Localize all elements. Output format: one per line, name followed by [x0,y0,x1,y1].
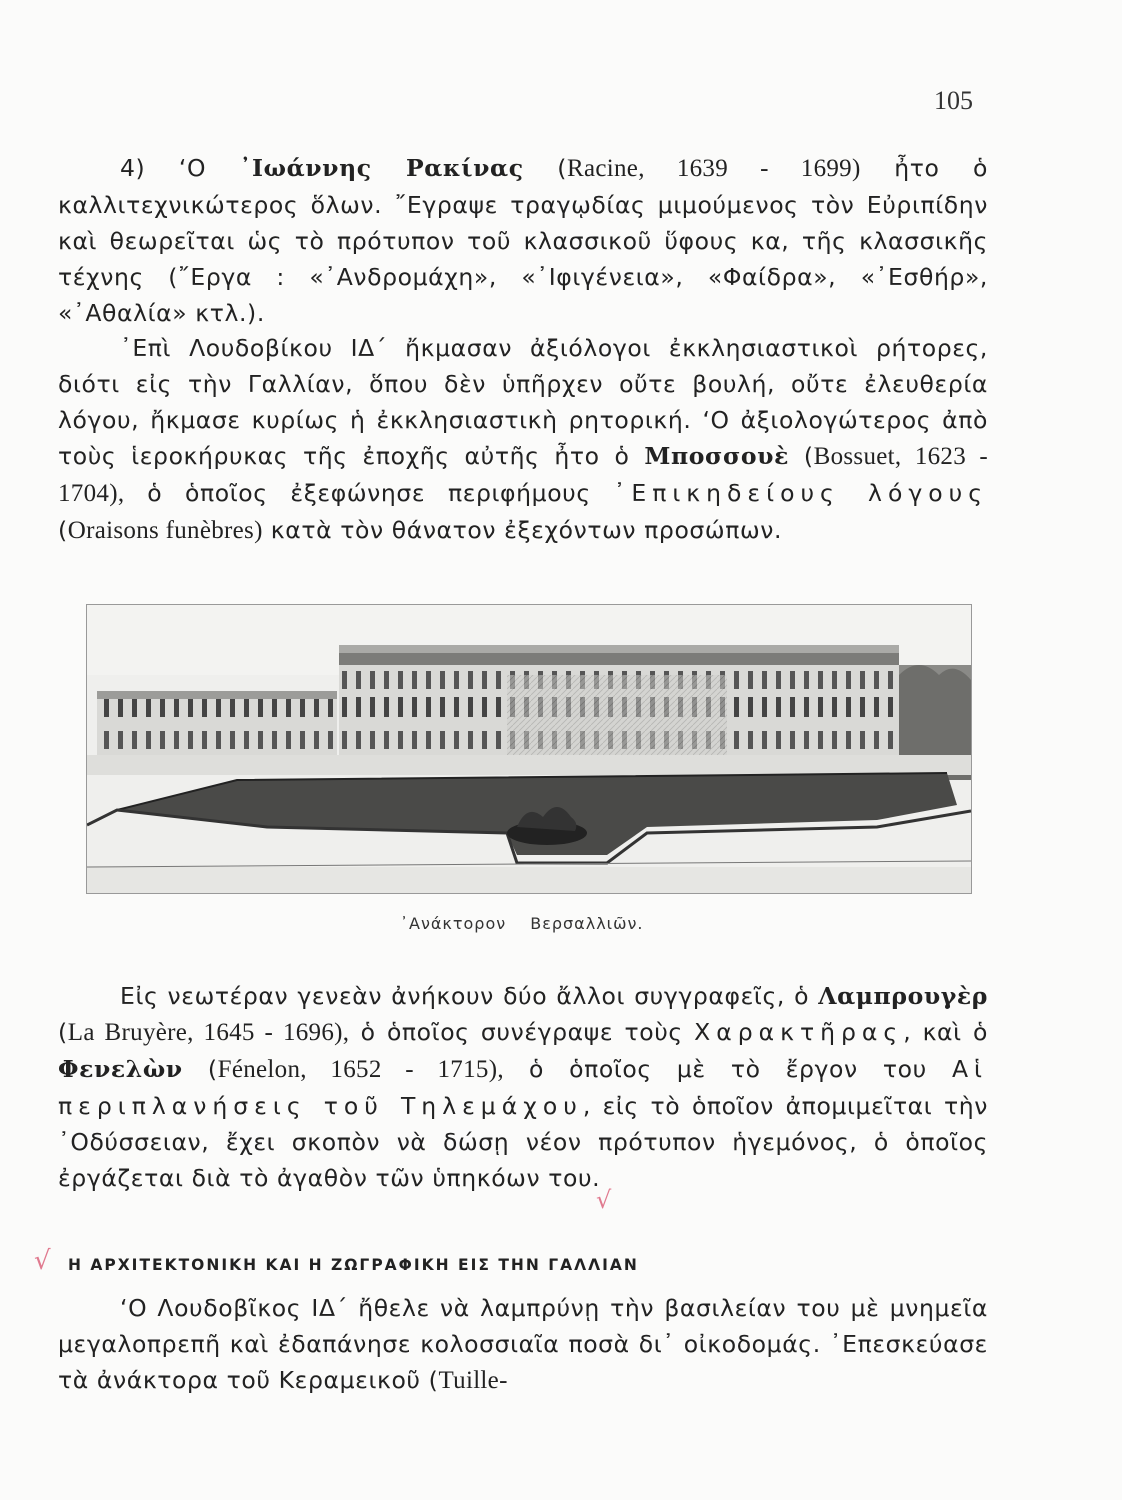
latin-name-fenelon: Fénelon, 1652 - 1715), [217,1056,504,1083]
versailles-illustration [87,605,971,893]
page-number: 105 [934,86,973,115]
paragraph-racine [58,150,988,331]
text: ‘Ο Λουδοβῖκος ΙΔ´ ἤθελε νὰ λαμπρύνῃ τὴν βασιλείαν του μὲ μνημεῖα μεγαλοπρεπῆ καὶ ἐδαπάνησε κολοσσιαῖα ποσὰ δι᾿ οἰκοδομάς. ᾿Επεσκεύασε τὰ ἀνάκτορα τοῦ Κεραμεικοῦ ( [58,1294,988,1394]
text: 4) ‘Ο [120,154,240,182]
latin-word-tuileries: Tuille- [438,1367,508,1394]
pencil-heading-tick-mark: √ [34,1246,51,1276]
text: ὁ ὁποῖος ἐξεφώνησε περιφήμους [124,479,614,507]
text: ( [788,442,814,470]
text: ( [58,1018,68,1046]
text: ὁ ὁποῖος συνέγραψε τοὺς [349,1018,695,1046]
text: ἦτο ὁ καλλιτεχνικώτερος ὅλων. ῎Εγραψε τραγῳδίας μιμούμενος τὸν Εὐριπίδην καὶ θεωρεῖται ὡς τὸ πρότυπον τοῦ κλασσικοῦ ὕφους κα, τῆς κλασσικῆς τέχνης (῎Εργα : «᾿Ανδρομάχη», «᾿Ιφιγένεια», «Φαίδρα», «᾿Εσθήρ», «᾿Αθαλία» κτλ.). [58,154,988,327]
text: , καὶ ὁ [903,1018,988,1046]
spaced-title-telemachus: Αἱ περιπλανήσεις τοῦ Τηλεμάχου [58,1055,988,1120]
paragraph-louis-xiv-buildings [58,1290,988,1399]
versailles-photo [86,604,972,894]
latin-name-labruyere: La Bruyère, 1645 - 1696), [67,1019,350,1046]
text: , εἰς τὸ ὁποῖον ἀπομιμεῖται τὴν ᾿Οδύσσειαν, ἔχει σκοπὸν νὰ δώσῃ νέον πρότυπον ἡγεμόνος, ὁ ὁποῖος ἐργάζεται διὰ τὸ ἀγαθὸν τῶν ὑπηκόων του. [58,1092,988,1192]
bold-name-bossuet: Μποσσουὲ [644,442,789,470]
text: ( [58,516,68,544]
latin-name-racine: Racine, 1639 - 1699) [566,155,861,182]
text: κατὰ τὸν θάνατον ἐξεχόντων προσώπων. [262,516,783,544]
paragraph-labruyere-fenelon [58,978,988,1196]
text: ( [182,1055,218,1083]
latin-name-bossuet: Bossuet, 1623 - 1704), [58,443,989,507]
figure-caption: ᾿Ανάκτορον Βερσαλλιῶν. [400,914,644,933]
text: ὁ ὁποῖος μὲ τὸ ἔργον του [503,1055,952,1083]
text: ᾿Επὶ Λουδοβίκου ΙΔ´ ἤκμασαν ἀξιόλογοι ἐκκλησιαστικοὶ ρήτορες, διότι εἰς τὴν Γαλλίαν, ὅπου δὲν ὑπῆρχεν οὔτε βουλή, οὔτε ἐλευθερία λόγου, ἤκμασε κυρίως ἡ ἐκκλησιαστικὴ ρητορική. ‘Ο ἀξιολογώτερος ἀπὸ τοὺς ἱεροκήρυκας τῆς ἐποχῆς αὐτῆς ἦτο ὁ [58,334,988,470]
pencil-tick-mark: √ [596,1186,612,1214]
bold-name-racine: ᾿Ιωάννης Ρακίνας [239,154,524,182]
latin-title-oraisons: Oraisons funèbres) [67,517,263,544]
section-heading-architecture: Η ΑΡΧΙΤΕΚΤΟΝΙΚΗ ΚΑΙ Η ΖΩΓΡΑΦΙΚΗ ΕΙΣ ΤΗΝ ΓΑΛΛΙΑΝ [68,1256,639,1274]
paragraph-bossuet [58,330,988,549]
text: Εἰς νεωτέραν γενεὰν ἀνήκουν δύο ἄλλοι συγγραφεῖς, ὁ [120,982,819,1010]
spaced-title-characters: Χαρακτῆρας [694,1018,904,1046]
text: ( [523,154,567,182]
bold-name-fenelon: Φενελὼν [58,1055,183,1083]
bold-name-labruyere: Λαμπρουγὲρ [818,982,988,1010]
spaced-title-funeral-orations: ᾿Επικηδείους λόγους [613,479,989,507]
